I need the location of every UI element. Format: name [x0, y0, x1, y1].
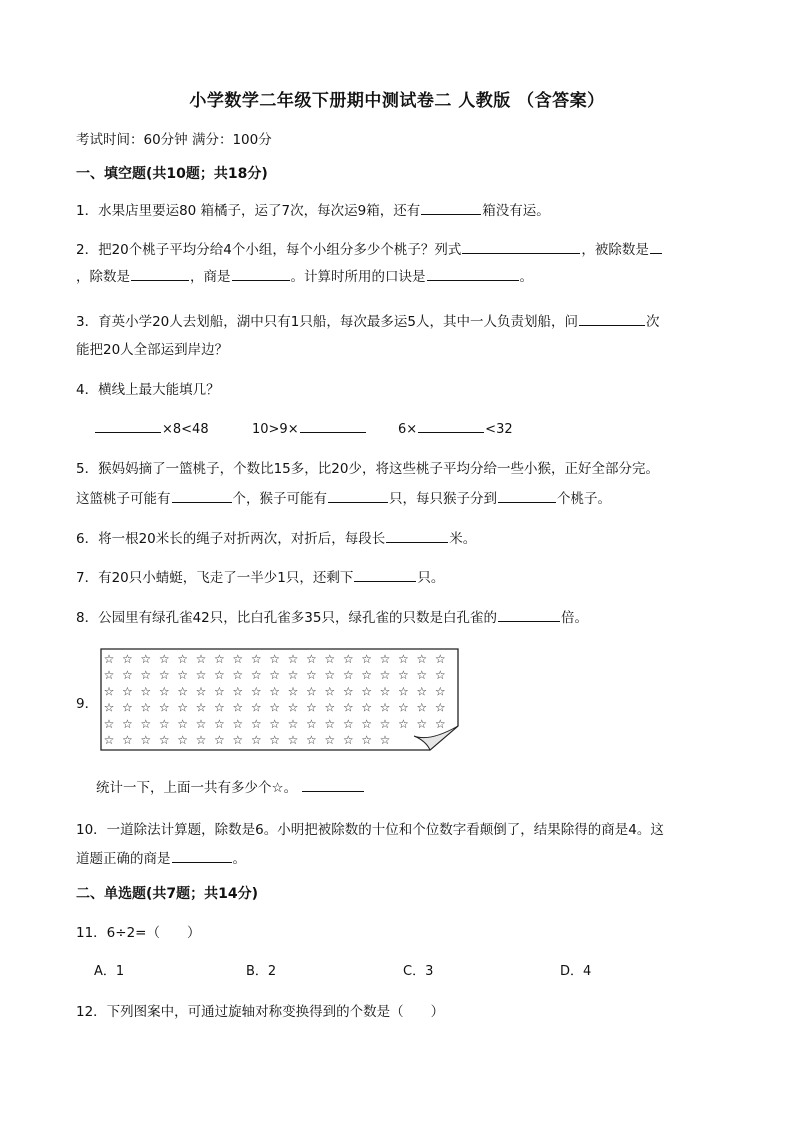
option-d[interactable]: D．4 [560, 964, 592, 979]
star-icon: ☆ [416, 668, 428, 683]
star-icon: ☆ [103, 700, 115, 715]
star-icon: ☆ [103, 684, 115, 699]
star-icon: ☆ [398, 668, 409, 683]
star-icon: ☆ [379, 652, 391, 666]
q7-text: 7．有20只小蜻蜓，飞走了一半少1只，还剩下 [76, 570, 354, 586]
answer-blank[interactable] [172, 848, 232, 863]
star-icon: ☆ [287, 733, 299, 747]
question-11: 11．6÷2=（ ） [76, 925, 201, 941]
q2-text-end: 。 [519, 269, 533, 285]
star-icon: ☆ [324, 716, 336, 731]
star-icon: ☆ [177, 716, 188, 731]
star-icon: ☆ [306, 733, 317, 747]
q2-text-divisor: ，除数是 [76, 269, 130, 285]
section-heading-fill-in: 一、填空题(共10题；共18分) [76, 166, 268, 182]
star-icon: ☆ [177, 700, 188, 715]
star-icon: ☆ [158, 652, 170, 666]
star-icon: ☆ [324, 700, 336, 715]
star-icon: ☆ [434, 684, 446, 699]
star-icon: ☆ [269, 652, 280, 666]
star-icon: ☆ [398, 716, 409, 731]
question-8 [76, 606, 588, 626]
q2-text: 2．把20个桃子平均分给4个小组，每个小组分多少个桃子？列式 [76, 242, 462, 258]
star-icon: ☆ [434, 700, 446, 715]
q5-text-end: 个桃子。 [557, 491, 611, 507]
star-icon: ☆ [398, 684, 409, 699]
question-7 [76, 566, 444, 586]
star-icon: ☆ [140, 652, 152, 666]
question-9-caption [96, 776, 365, 796]
page-title: 小学数学二年级下册期中测试卷二 人教版 （含答案） [189, 91, 605, 111]
star-icon: ☆ [214, 733, 225, 747]
star-icon: ☆ [416, 700, 428, 715]
q9-caption-text: 统计一下，上面一共有多少个☆。 [96, 780, 298, 796]
exam-meta: 考试时间：60分钟 满分：100分 [76, 132, 272, 148]
answer-blank[interactable] [421, 200, 481, 215]
question-2 [76, 238, 663, 258]
answer-blank[interactable] [300, 418, 366, 433]
star-icon: ☆ [232, 668, 244, 683]
option-c[interactable]: C．3 [403, 964, 434, 979]
star-icon: ☆ [158, 684, 170, 699]
star-icon: ☆ [195, 733, 207, 747]
star-icon: ☆ [250, 668, 262, 683]
star-icon: ☆ [324, 684, 336, 699]
star-icon: ☆ [122, 668, 133, 683]
star-icon: ☆ [306, 652, 317, 666]
q2-text-quotient: ，商是 [190, 269, 231, 285]
star-icon: ☆ [140, 684, 152, 699]
star-icon: ☆ [342, 668, 354, 683]
option-b[interactable]: B．2 [246, 964, 277, 979]
star-icon: ☆ [232, 684, 244, 699]
star-icon: ☆ [250, 733, 262, 747]
question-5: 5．猴妈妈摘了一篮桃子，个数比15多，比20少，将这些桃子平均分给一些小猴，正好全部分完。 [76, 461, 659, 477]
star-icon: ☆ [269, 684, 280, 699]
star-icon: ☆ [140, 716, 152, 731]
question-10: 10．一道除法计算题，除数是6。小明把被除数的十位和个位数字看颠倒了，结果除得的商是4。这 [76, 822, 664, 838]
answer-blank[interactable] [498, 607, 560, 622]
q6-text: 6．将一根20米长的绳子对折两次，对折后，每段长 [76, 531, 386, 547]
star-icon: ☆ [250, 700, 262, 715]
star-icon: ☆ [214, 668, 225, 683]
star-icon: ☆ [342, 684, 354, 699]
star-icon: ☆ [103, 716, 115, 731]
answer-blank[interactable] [328, 488, 388, 503]
star-icon: ☆ [287, 652, 299, 666]
q5-text-peaches: 这篮桃子可能有 [76, 491, 171, 507]
answer-blank[interactable] [354, 567, 416, 582]
star-icon: ☆ [214, 684, 225, 699]
star-icon: ☆ [416, 684, 428, 699]
star-icon: ☆ [214, 652, 225, 666]
star-icon: ☆ [214, 716, 225, 731]
star-icon: ☆ [361, 733, 372, 747]
star-icon: ☆ [232, 733, 244, 747]
star-icon: ☆ [250, 652, 262, 666]
star-icon: ☆ [398, 652, 409, 666]
star-icon: ☆ [140, 700, 152, 715]
star-icon: ☆ [122, 684, 133, 699]
question-6 [76, 527, 476, 547]
question-1 [76, 199, 550, 219]
star-icon: ☆ [287, 668, 299, 683]
question-5-cont [76, 487, 611, 507]
star-icon: ☆ [122, 652, 133, 666]
star-icon: ☆ [195, 684, 207, 699]
q1-text: 1．水果店里要运80 箱橘子，运了7次，每次运9箱，还有 [76, 203, 421, 219]
star-icon: ☆ [306, 716, 317, 731]
star-icon: ☆ [379, 700, 391, 715]
q8-text: 8．公园里有绿孔雀42只，比白孔雀多35只，绿孔雀的只数是白孔雀的 [76, 610, 497, 626]
star-icon: ☆ [379, 733, 391, 747]
question-2-cont [76, 265, 533, 285]
star-grid-figure [100, 648, 460, 752]
star-icon: ☆ [140, 733, 152, 747]
star-icon: ☆ [416, 716, 428, 731]
star-icon: ☆ [361, 716, 372, 731]
q4-expr1-text: ×8<48 [162, 422, 209, 437]
star-icon: ☆ [250, 684, 262, 699]
star-icon: ☆ [232, 716, 244, 731]
star-icon: ☆ [158, 716, 170, 731]
question-9-number: 9． [76, 696, 99, 712]
question-3 [76, 310, 659, 330]
q4-expr3-text: 6× [398, 422, 418, 437]
q5-text-monkeys: 个，猴子可能有 [232, 491, 327, 507]
q10-text: 道题正确的商是 [76, 851, 171, 867]
star-icon: ☆ [195, 652, 207, 666]
q1-text-end: 箱没有运。 [482, 203, 550, 219]
q4-expr2-text: 10>9× [252, 422, 299, 437]
star-icon: ☆ [342, 716, 354, 731]
answer-blank[interactable] [650, 239, 662, 254]
star-icon: ☆ [232, 700, 244, 715]
star-icon: ☆ [434, 716, 446, 731]
star-icon: ☆ [122, 716, 133, 731]
star-icon: ☆ [214, 700, 225, 715]
answer-blank[interactable] [579, 311, 645, 326]
star-icon: ☆ [195, 700, 207, 715]
star-icon: ☆ [177, 733, 188, 747]
star-icon: ☆ [324, 652, 336, 666]
star-icon: ☆ [177, 668, 188, 683]
question-4: 4．横线上最大能填几？ [76, 382, 220, 398]
q4-expression-3 [398, 418, 513, 437]
answer-blank[interactable] [462, 239, 580, 254]
star-icon: ☆ [269, 700, 280, 715]
star-icon: ☆ [287, 700, 299, 715]
star-icon: ☆ [398, 700, 409, 715]
star-icon: ☆ [195, 716, 207, 731]
q8-text-end: 倍。 [560, 610, 588, 626]
star-icon: ☆ [379, 716, 391, 731]
star-icon: ☆ [158, 668, 170, 683]
star-icon: ☆ [269, 733, 280, 747]
star-icon: ☆ [306, 668, 317, 683]
q4-expression-1 [94, 418, 209, 437]
q4-expr3-end: <32 [485, 422, 513, 437]
q2-text-dividend: ，被除数是 [581, 242, 649, 258]
star-icon: ☆ [287, 716, 299, 731]
star-icon: ☆ [324, 733, 336, 747]
star-icon: ☆ [342, 700, 354, 715]
q3-text-unit: 次 [645, 314, 660, 330]
star-icon: ☆ [379, 668, 391, 683]
star-icon: ☆ [140, 668, 152, 683]
star-icon: ☆ [232, 652, 244, 666]
star-icon: ☆ [122, 700, 133, 715]
question-10-cont [76, 847, 246, 867]
answer-blank[interactable] [418, 418, 484, 433]
star-icon: ☆ [269, 716, 280, 731]
star-icon: ☆ [177, 652, 188, 666]
star-icon: ☆ [434, 652, 446, 666]
star-icon: ☆ [306, 700, 317, 715]
q2-text-rhyme: 。计算时所用的口诀是 [290, 269, 426, 285]
star-icon: ☆ [158, 700, 170, 715]
q5-text-each: 只，每只猴子分到 [389, 491, 497, 507]
star-icon: ☆ [416, 652, 428, 666]
answer-blank[interactable] [95, 418, 161, 433]
section-heading-single-choice: 二、单选题(共7题；共14分) [76, 886, 259, 902]
answer-blank[interactable] [427, 266, 519, 281]
q3-text: 3．育英小学20人去划船，湖中只有1只船，每次最多运5人，其中一人负责划船，问 [76, 314, 578, 330]
q4-expression-2 [252, 418, 367, 437]
answer-blank[interactable] [131, 266, 189, 281]
question-12: 12．下列图案中，可通过旋轴对称变换得到的个数是（ ） [76, 1004, 445, 1020]
star-icon: ☆ [122, 733, 133, 747]
star-icon: ☆ [269, 668, 280, 683]
answer-blank[interactable] [302, 777, 364, 792]
star-icon: ☆ [195, 668, 207, 683]
star-icon: ☆ [379, 684, 391, 699]
star-icon: ☆ [250, 716, 262, 731]
star-icon: ☆ [306, 684, 317, 699]
answer-blank[interactable] [386, 528, 448, 543]
star-icon: ☆ [342, 733, 354, 747]
question-3-cont: 能把20人全部运到岸边？ [76, 342, 229, 358]
star-icon: ☆ [103, 668, 115, 683]
q10-text-end: 。 [232, 851, 246, 867]
star-icon: ☆ [342, 652, 354, 666]
star-icon: ☆ [361, 700, 372, 715]
answer-blank[interactable] [232, 266, 290, 281]
star-icon: ☆ [177, 684, 188, 699]
q6-text-end: 米。 [449, 531, 477, 547]
answer-blank[interactable] [498, 488, 556, 503]
star-icon: ☆ [103, 733, 115, 747]
star-icon: ☆ [287, 684, 299, 699]
star-icon: ☆ [361, 652, 372, 666]
star-icon: ☆ [158, 733, 170, 747]
option-a[interactable]: A．1 [94, 964, 125, 979]
star-icon: ☆ [103, 652, 115, 666]
star-icon: ☆ [361, 684, 372, 699]
answer-blank[interactable] [172, 488, 232, 503]
star-icon: ☆ [361, 668, 372, 683]
star-icon: ☆ [324, 668, 336, 683]
star-icon: ☆ [434, 668, 446, 683]
q7-text-end: 只。 [417, 570, 445, 586]
